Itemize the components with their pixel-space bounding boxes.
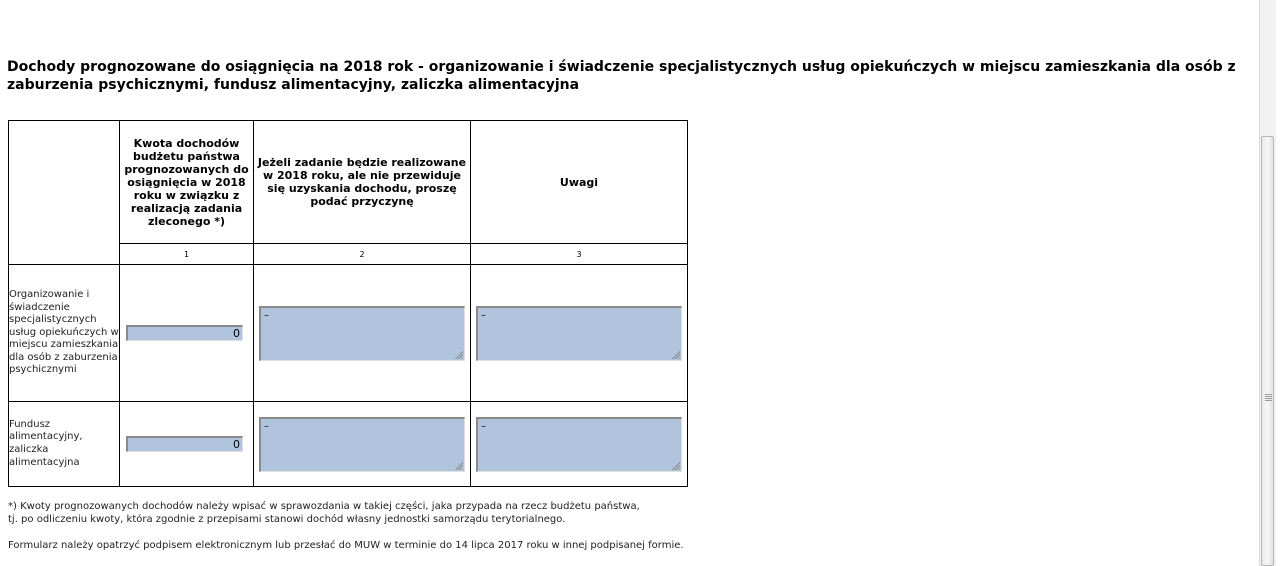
table-row (9, 402, 688, 487)
resize-grip-icon[interactable] (671, 461, 680, 470)
column-header-amount: Kwota dochodów budżetu państwa prognozowanych do osiągnięcia w 2018 roku w związku z realizacją zadania zleconego *) (120, 121, 254, 244)
table-row (9, 265, 688, 402)
row-label-alimony-fund: Fundusz alimentacyjny, zaliczka alimentacyjna (9, 402, 120, 487)
remarks-cell (471, 265, 688, 402)
footnote-line-1: *) Kwoty prognozowanych dochodów należy wpisać w sprawozdania w takiej części, jaka przypada na rzecz budżetu państwa, (8, 501, 640, 512)
page-title: Dochody prognozowane do osiągnięcia na 2018 rok - organizowanie i świadczenie specjalistycznych usług opiekuńczych w miejscu zamieszkania dla osób z zaburzenia psychicznymi, fundusz alimentacyjny, zaliczka alimentacyjna (7, 59, 1236, 93)
remarks-value: – (481, 309, 486, 321)
row-label-care-services: Organizowanie i świadczenie specjalistycznych usług opiekuńczych w miejscu zamieszkania dla osób z zaburzenia psychicznymi (9, 265, 120, 402)
column-header-reason: Jeżeli zadanie będzie realizowane w 2018 roku, ale nie przewiduje się uzyskania dochodu, proszę podać przyczynę (254, 121, 471, 244)
scrollbar-grip-icon (1265, 394, 1272, 401)
column-header-remarks: Uwagi (471, 121, 688, 244)
remarks-value: – (481, 420, 486, 432)
resize-grip-icon[interactable] (454, 461, 463, 470)
remarks-textarea-alimony-fund[interactable] (476, 417, 682, 472)
reason-cell (254, 402, 471, 487)
column-number-3: 3 (471, 244, 688, 265)
amount-input-alimony-fund[interactable]: 0 (126, 436, 243, 452)
reason-textarea-care-services[interactable] (259, 306, 465, 361)
reason-cell (254, 265, 471, 402)
resize-grip-icon[interactable] (454, 350, 463, 359)
income-table (8, 120, 688, 487)
amount-cell (120, 402, 254, 487)
amount-input-care-services[interactable]: 0 (126, 325, 243, 341)
table-header-row (9, 121, 688, 244)
reason-textarea-alimony-fund[interactable] (259, 417, 465, 472)
column-number-1: 1 (120, 244, 254, 265)
resize-grip-icon[interactable] (671, 350, 680, 359)
remarks-textarea-care-services[interactable] (476, 306, 682, 361)
header-corner-cell (9, 121, 120, 265)
footnote-line-2: tj. po odliczeniu kwoty, która zgodnie z przepisami stanowi dochód własny jednostki samorządu terytorialnego. (8, 514, 566, 525)
reason-value: – (264, 309, 269, 321)
footnote (8, 500, 640, 526)
scrollbar-thumb[interactable] (1261, 136, 1274, 566)
column-number-2: 2 (254, 244, 471, 265)
vertical-scrollbar[interactable] (1259, 0, 1276, 566)
amount-cell (120, 265, 254, 402)
reason-value: – (264, 420, 269, 432)
submission-instruction: Formularz należy opatrzyć podpisem elektronicznym lub przesłać do MUW w terminie do 14 lipca 2017 roku w innej podpisanej formie. (8, 540, 684, 551)
header (7, 58, 1257, 94)
remarks-cell (471, 402, 688, 487)
